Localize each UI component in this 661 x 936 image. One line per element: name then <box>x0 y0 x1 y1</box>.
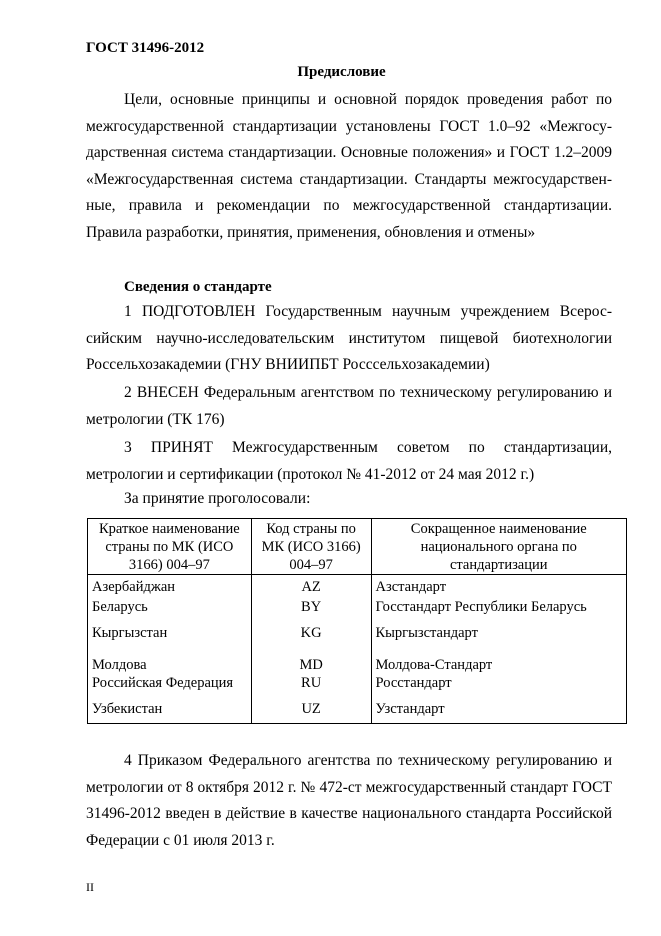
col-header-body: Сокращенное наименование национального органа по стандартизации <box>371 519 627 575</box>
table-row <box>88 700 627 724</box>
table-row <box>88 652 627 674</box>
cell-country: Узбекистан <box>88 700 252 724</box>
item-2-introduced: 2 ВНЕСЕН Федеральным агентством по техническому регулированию и метрологии (ТК 176) <box>86 384 612 428</box>
foreword-paragraph: Цели, основные принципы и основной порядок проведения работ по межгосударственной стандартизации установлены ГОСТ 1.0–92 «Межгосударственная система стандартизации. Основные положения» и ГОСТ 1.2–2009 «Межгосударственная система стандартизации. Стандарты межгосударственные, правила и рекомендации по межгосударственной стандартизации. Правила разработки, принятия, применения, обновления и отмены» <box>86 91 612 241</box>
table-header-row <box>88 519 627 575</box>
cell-code: AZ <box>251 575 371 598</box>
cell-code: MD <box>251 652 371 674</box>
col-header-country: Краткое наименование страны по МК (ИСО 3166) 004–97 <box>88 519 252 575</box>
cell-country: Кыргызстан <box>88 624 252 652</box>
table-row <box>88 575 627 598</box>
cell-code: KG <box>251 624 371 652</box>
cell-body: Росстандарт <box>371 674 627 700</box>
page-number: II <box>86 880 94 894</box>
vote-label: За принятие проголосовали: <box>124 490 311 507</box>
cell-country: Беларусь <box>88 598 252 624</box>
cell-country: Российская Федерация <box>88 674 252 700</box>
voting-countries-table <box>87 518 627 724</box>
cell-code: RU <box>251 674 371 700</box>
cell-body: Азстандарт <box>371 575 627 598</box>
table-row <box>88 674 627 700</box>
col-header-code: Код страны по МК (ИСО 3166) 004–97 <box>251 519 371 575</box>
cell-country: Азербайджан <box>88 575 252 598</box>
table-row <box>88 624 627 652</box>
cell-body: Госстандарт Республики Беларусь <box>371 598 627 624</box>
cell-code: UZ <box>251 700 371 724</box>
cell-body: Кыргызстандарт <box>371 624 627 652</box>
standard-info-title: Сведения о стандарте <box>124 279 272 295</box>
foreword-title: Предисловие <box>297 64 386 80</box>
item-3-adopted: 3 ПРИНЯТ Межгосударственным советом по стандартизации, метрологии и сертификации (протокол № 41-2012 от 24 мая 2012 г.) <box>86 439 612 483</box>
item-4-enacted: 4 Приказом Федерального агентства по техническому регулированию и метрологии от 8 октября 2012 г. № 472-ст межгосударственный стандарт ГОСТ 31496-2012 введен в действие в качестве национального стандарта Российской Федерации с 01 июля 2013 г. <box>86 752 612 849</box>
item-1-prepared: 1 ПОДГОТОВЛЕН Государственным научным учреждением Всероссийским научно-исследовательским институтом пищевой биотехнологии Россельхозакадемии (ГНУ ВНИИПБТ Росссельхозакадемии) <box>86 303 612 373</box>
table-row <box>88 598 627 624</box>
cell-country: Молдова <box>88 652 252 674</box>
cell-body: Узстандарт <box>371 700 627 724</box>
cell-body: Молдова-Стандарт <box>371 652 627 674</box>
cell-code: BY <box>251 598 371 624</box>
document-header: ГОСТ 31496-2012 <box>86 40 205 56</box>
